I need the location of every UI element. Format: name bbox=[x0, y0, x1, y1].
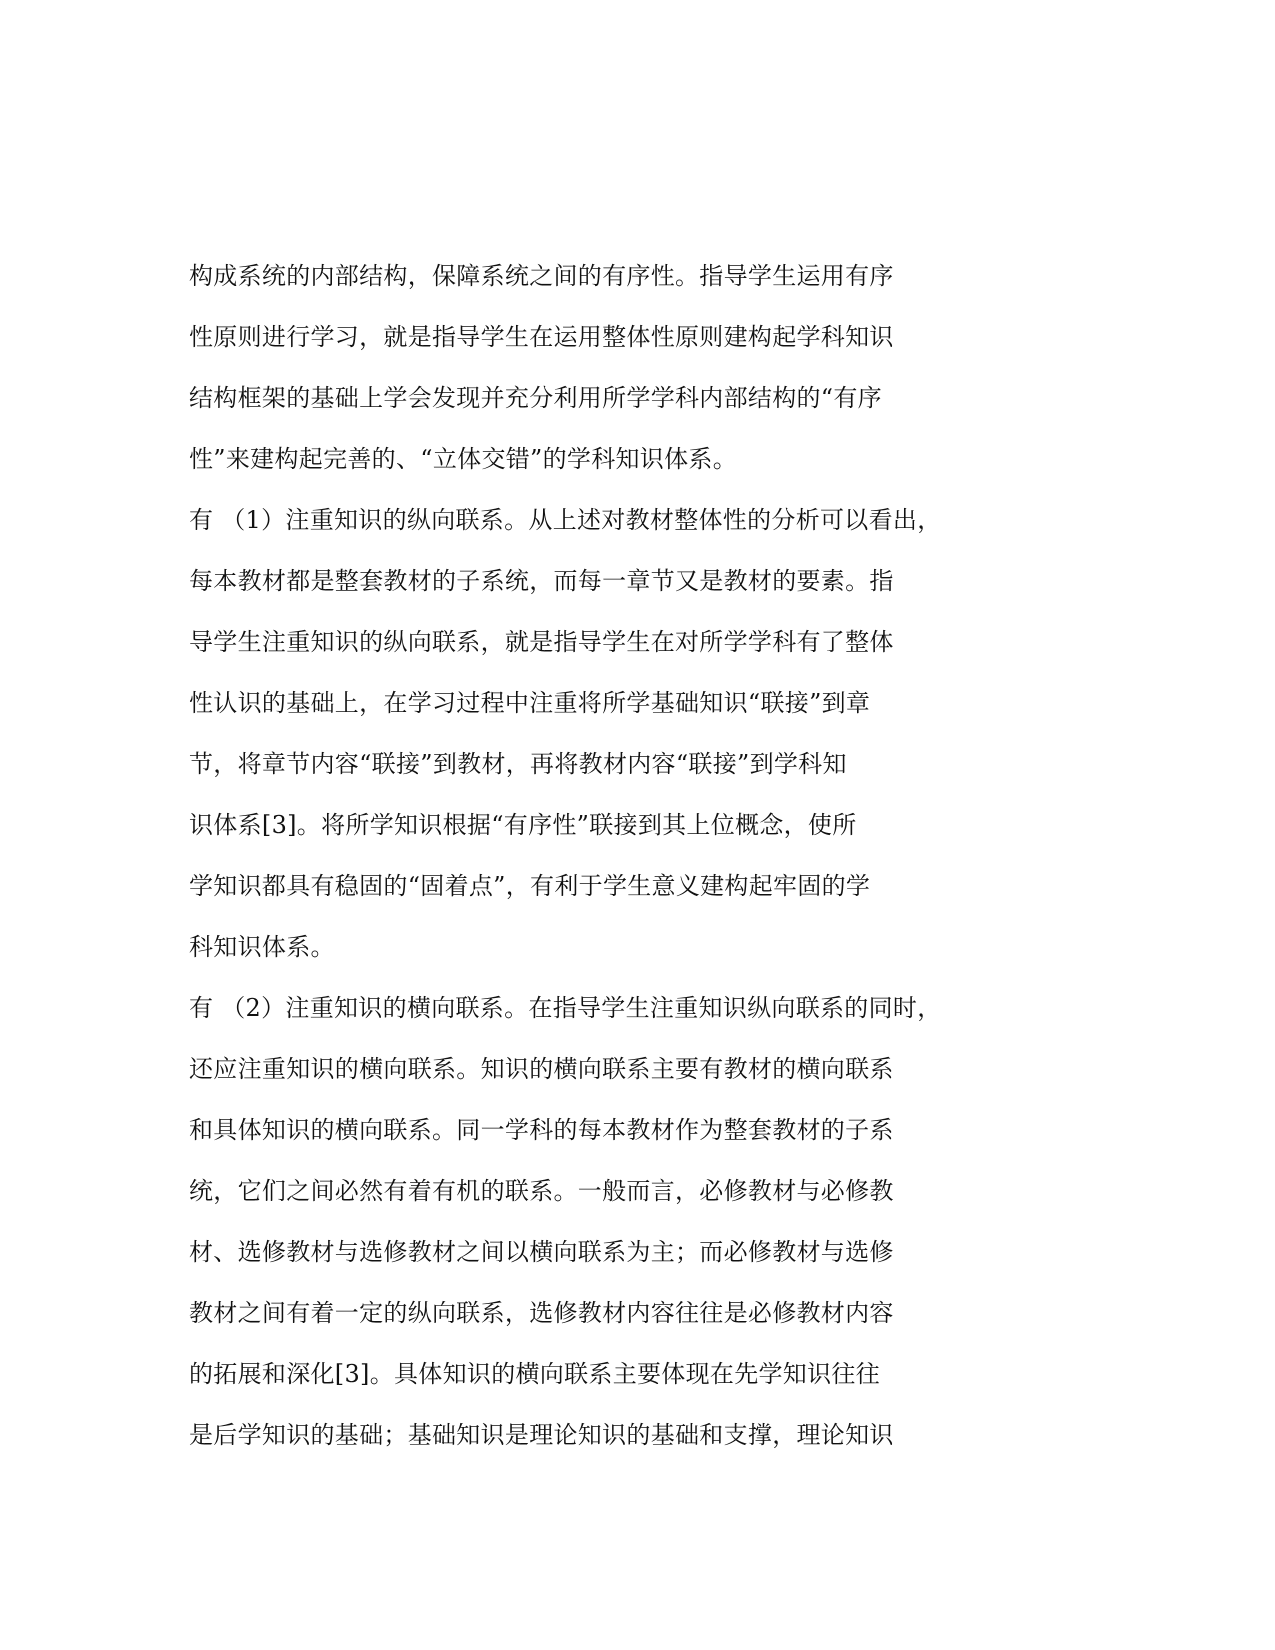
text-line: 构成系统的内部结构，保障系统之间的有序性。指导学生运用有序 bbox=[189, 262, 894, 290]
text-line: 还应注重知识的横向联系。知识的横向联系主要有教材的横向联系 bbox=[189, 1055, 894, 1083]
body-text bbox=[189, 256, 949, 1476]
text-line: 统，它们之间必然有着有机的联系。一般而言，必修教材与必修教 bbox=[189, 1177, 894, 1205]
text-line: 的拓展和深化[3]。具体知识的横向联系主要体现在先学知识往往 bbox=[189, 1360, 880, 1388]
text-line: 材、选修教材与选修教材之间以横向联系为主；而必修教材与选修 bbox=[189, 1238, 894, 1266]
text-line: 节，将章节内容“联接”到教材，再将教材内容“联接”到学科知 bbox=[189, 750, 847, 778]
text-line: 学知识都具有稳固的“固着点”，有利于学生意义建构起牢固的学 bbox=[189, 872, 871, 900]
text-line: 性认识的基础上，在学习过程中注重将所学基础知识“联接”到章 bbox=[189, 689, 871, 717]
text-line: 每本教材都是整套教材的子系统，而每一章节又是教材的要素。指 bbox=[189, 567, 894, 595]
text-line: 有 （2）注重知识的横向联系。在指导学生注重知识纵向联系的同时， bbox=[189, 994, 942, 1022]
text-line: 有 （1）注重知识的纵向联系。从上述对教材整体性的分析可以看出， bbox=[189, 506, 942, 534]
text-line: 结构框架的基础上学会发现并充分利用所学学科内部结构的“有序 bbox=[189, 384, 882, 412]
text-line: 性原则进行学习，就是指导学生在运用整体性原则建构起学科知识 bbox=[189, 323, 894, 351]
text-line: 是后学知识的基础；基础知识是理论知识的基础和支撑，理论知识 bbox=[189, 1421, 894, 1449]
text-line: 识体系[3]。将所学知识根据“有序性”联接到其上位概念，使所 bbox=[189, 811, 857, 839]
text-line: 导学生注重知识的纵向联系，就是指导学生在对所学学科有了整体 bbox=[189, 628, 894, 656]
text-line: 科知识体系。 bbox=[189, 933, 335, 961]
text-line: 性”来建构起完善的、“立体交错”的学科知识体系。 bbox=[189, 445, 738, 473]
text-line: 教材之间有着一定的纵向联系，选修教材内容往往是必修教材内容 bbox=[189, 1299, 894, 1327]
text-line: 和具体知识的横向联系。同一学科的每本教材作为整套教材的子系 bbox=[189, 1116, 894, 1144]
